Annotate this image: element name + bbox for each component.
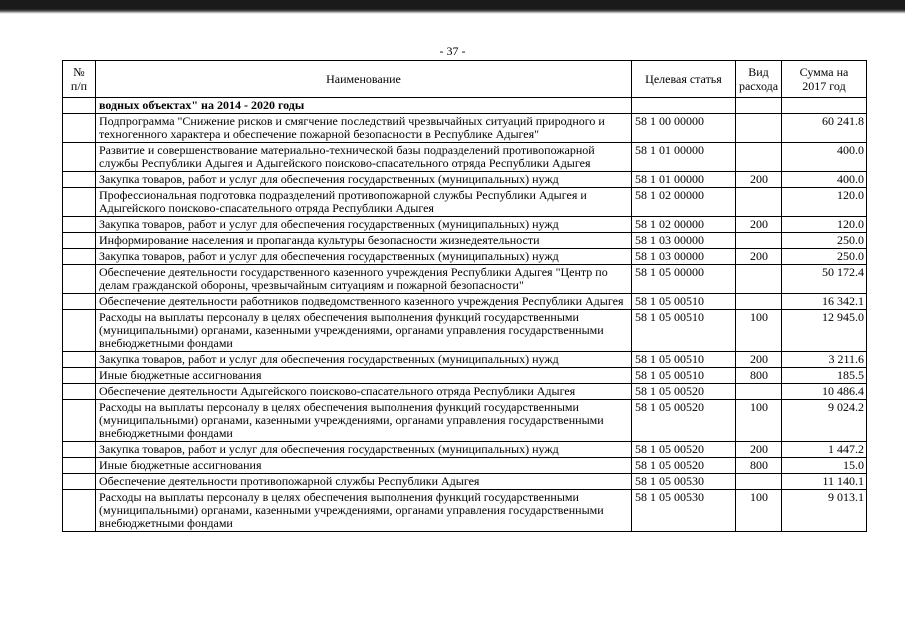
cell-sum: 250.0 — [782, 233, 867, 249]
cell-type — [736, 98, 782, 114]
cell-sum: 400.0 — [782, 143, 867, 172]
cell-code: 58 1 05 00530 — [632, 490, 736, 532]
cell-type — [736, 233, 782, 249]
cell-sum: 9 024.2 — [782, 400, 867, 442]
table-row — [63, 265, 867, 294]
cell-name: Закупка товаров, работ и услуг для обеспечения государственных (муниципальных) нужд — [96, 249, 632, 265]
cell-sum: 50 172.4 — [782, 265, 867, 294]
cell-type — [736, 114, 782, 143]
cell-code: 58 1 02 00000 — [632, 217, 736, 233]
cell-type: 100 — [736, 490, 782, 532]
cell-sum: 250.0 — [782, 249, 867, 265]
cell-no — [63, 233, 96, 249]
cell-no — [63, 490, 96, 532]
cell-sum: 400.0 — [782, 172, 867, 188]
cell-no — [63, 400, 96, 442]
cell-sum: 60 241.8 — [782, 114, 867, 143]
table-row — [63, 143, 867, 172]
cell-code: 58 1 03 00000 — [632, 233, 736, 249]
cell-name: Обеспечение деятельности противопожарной службы Республики Адыгея — [96, 474, 632, 490]
cell-name: Закупка товаров, работ и услуг для обеспечения государственных (муниципальных) нужд — [96, 172, 632, 188]
cell-name: Профессиональная подготовка подразделений противопожарной службы Республики Адыгея и Адыгейского поисково-спасательного отряда Республики Адыгея — [96, 188, 632, 217]
cell-name: Иные бюджетные ассигнования — [96, 368, 632, 384]
cell-sum: 16 342.1 — [782, 294, 867, 310]
cell-name: Расходы на выплаты персоналу в целях обеспечения выполнения функций государственными (муниципальными) органами, казенными учреждениями, органами управления государственными внебюджетными фондами — [96, 490, 632, 532]
cell-code: 58 1 02 00000 — [632, 188, 736, 217]
cell-code: 58 1 01 00000 — [632, 172, 736, 188]
table-row — [63, 442, 867, 458]
page-number: - 37 - — [439, 44, 466, 58]
cell-code: 58 1 05 00510 — [632, 310, 736, 352]
cell-code: 58 1 05 00520 — [632, 384, 736, 400]
table-header — [63, 61, 867, 98]
table-row — [63, 368, 867, 384]
table-body — [63, 98, 867, 532]
cell-sum: 12 945.0 — [782, 310, 867, 352]
cell-sum — [782, 98, 867, 114]
cell-no — [63, 114, 96, 143]
table-row — [63, 384, 867, 400]
cell-no — [63, 265, 96, 294]
cell-sum: 1 447.2 — [782, 442, 867, 458]
cell-sum: 120.0 — [782, 217, 867, 233]
cell-name: Развитие и совершенствование материально-технической базы подразделений противопожарной службы Республики Адыгея и Адыгейского поисково-спасательного отряда Республики Адыгея — [96, 143, 632, 172]
cell-type: 100 — [736, 400, 782, 442]
table-row — [63, 474, 867, 490]
cell-name: Обеспечение деятельности работников подведомственного казенного учреждения Республики Адыгея — [96, 294, 632, 310]
cell-name: водных объектах" на 2014 - 2020 годы — [96, 98, 632, 114]
header-no-label: № п/п — [70, 65, 88, 93]
cell-type: 100 — [736, 310, 782, 352]
cell-code: 58 1 05 00520 — [632, 442, 736, 458]
cell-type — [736, 265, 782, 294]
table-row — [63, 233, 867, 249]
cell-no — [63, 458, 96, 474]
cell-code: 58 1 05 00520 — [632, 400, 736, 442]
cell-code: 58 1 05 00520 — [632, 458, 736, 474]
cell-name: Иные бюджетные ассигнования — [96, 458, 632, 474]
cell-sum: 9 013.1 — [782, 490, 867, 532]
table-row — [63, 114, 867, 143]
cell-sum: 3 211.6 — [782, 352, 867, 368]
table-row — [63, 98, 867, 114]
cell-sum: 10 486.4 — [782, 384, 867, 400]
cell-name: Закупка товаров, работ и услуг для обеспечения государственных (муниципальных) нужд — [96, 352, 632, 368]
header-type — [736, 61, 782, 98]
header-no — [63, 61, 96, 98]
cell-sum: 120.0 — [782, 188, 867, 217]
cell-type: 800 — [736, 368, 782, 384]
cell-code: 58 1 00 00000 — [632, 114, 736, 143]
table-row — [63, 352, 867, 368]
cell-type: 200 — [736, 442, 782, 458]
cell-no — [63, 294, 96, 310]
cell-name: Обеспечение деятельности Адыгейского поисково-спасательного отряда Республики Адыгея — [96, 384, 632, 400]
header-name — [96, 61, 632, 98]
cell-type — [736, 188, 782, 217]
cell-name: Информирование населения и пропаганда культуры безопасности жизнедеятельности — [96, 233, 632, 249]
table-row — [63, 172, 867, 188]
cell-code: 58 1 05 00510 — [632, 352, 736, 368]
cell-no — [63, 217, 96, 233]
cell-name: Закупка товаров, работ и услуг для обеспечения государственных (муниципальных) нужд — [96, 217, 632, 233]
budget-table — [62, 60, 867, 532]
cell-no — [63, 249, 96, 265]
table-row — [63, 458, 867, 474]
cell-sum: 15.0 — [782, 458, 867, 474]
cell-type: 200 — [736, 172, 782, 188]
table-row — [63, 249, 867, 265]
cell-name: Расходы на выплаты персоналу в целях обеспечения выполнения функций государственными (муниципальными) органами, казенными учреждениями, органами управления государственными внебюджетными фондами — [96, 310, 632, 352]
header-sum-label: Сумма на 2017 год — [799, 65, 849, 93]
cell-type: 200 — [736, 217, 782, 233]
cell-no — [63, 188, 96, 217]
table-row — [63, 490, 867, 532]
header-code — [632, 61, 736, 98]
cell-code: 58 1 05 00510 — [632, 294, 736, 310]
cell-type — [736, 474, 782, 490]
cell-no — [63, 143, 96, 172]
cell-name: Подпрограмма "Снижение рисков и смягчение последствий чрезвычайных ситуаций природного и техногенного характера и обеспечение пожарной безопасности в Республике Адыгея" — [96, 114, 632, 143]
table-row — [63, 294, 867, 310]
cell-no — [63, 384, 96, 400]
cell-code: 58 1 03 00000 — [632, 249, 736, 265]
cell-type: 200 — [736, 249, 782, 265]
cell-type — [736, 143, 782, 172]
cell-no — [63, 352, 96, 368]
table-row — [63, 310, 867, 352]
cell-code — [632, 98, 736, 114]
cell-no — [63, 98, 96, 114]
cell-type: 800 — [736, 458, 782, 474]
cell-type — [736, 294, 782, 310]
cell-no — [63, 172, 96, 188]
cell-no — [63, 368, 96, 384]
scan-top-border — [0, 0, 905, 14]
table-row — [63, 188, 867, 217]
cell-code: 58 1 05 00530 — [632, 474, 736, 490]
cell-no — [63, 474, 96, 490]
table-row — [63, 400, 867, 442]
cell-type — [736, 384, 782, 400]
header-code-label: Целевая статья — [645, 72, 722, 86]
cell-type: 200 — [736, 352, 782, 368]
table-row — [63, 217, 867, 233]
header-row — [63, 61, 867, 98]
cell-no — [63, 310, 96, 352]
cell-sum: 185.5 — [782, 368, 867, 384]
cell-name: Закупка товаров, работ и услуг для обеспечения государственных (муниципальных) нужд — [96, 442, 632, 458]
cell-no — [63, 442, 96, 458]
cell-code: 58 1 05 00000 — [632, 265, 736, 294]
cell-name: Обеспечение деятельности государственного казенного учреждения Республики Адыгея "Центр по делам гражданской обороны, чрезвычайным ситуациям и пожарной безопасности" — [96, 265, 632, 294]
header-name-label: Наименование — [326, 72, 401, 86]
cell-code: 58 1 05 00510 — [632, 368, 736, 384]
header-sum — [782, 61, 867, 98]
cell-code: 58 1 01 00000 — [632, 143, 736, 172]
cell-sum: 11 140.1 — [782, 474, 867, 490]
cell-name: Расходы на выплаты персоналу в целях обеспечения выполнения функций государственными (муниципальными) органами, казенными учреждениями, органами управления государственными внебюджетными фондами — [96, 400, 632, 442]
header-type-label: Вид расхода — [738, 65, 779, 93]
